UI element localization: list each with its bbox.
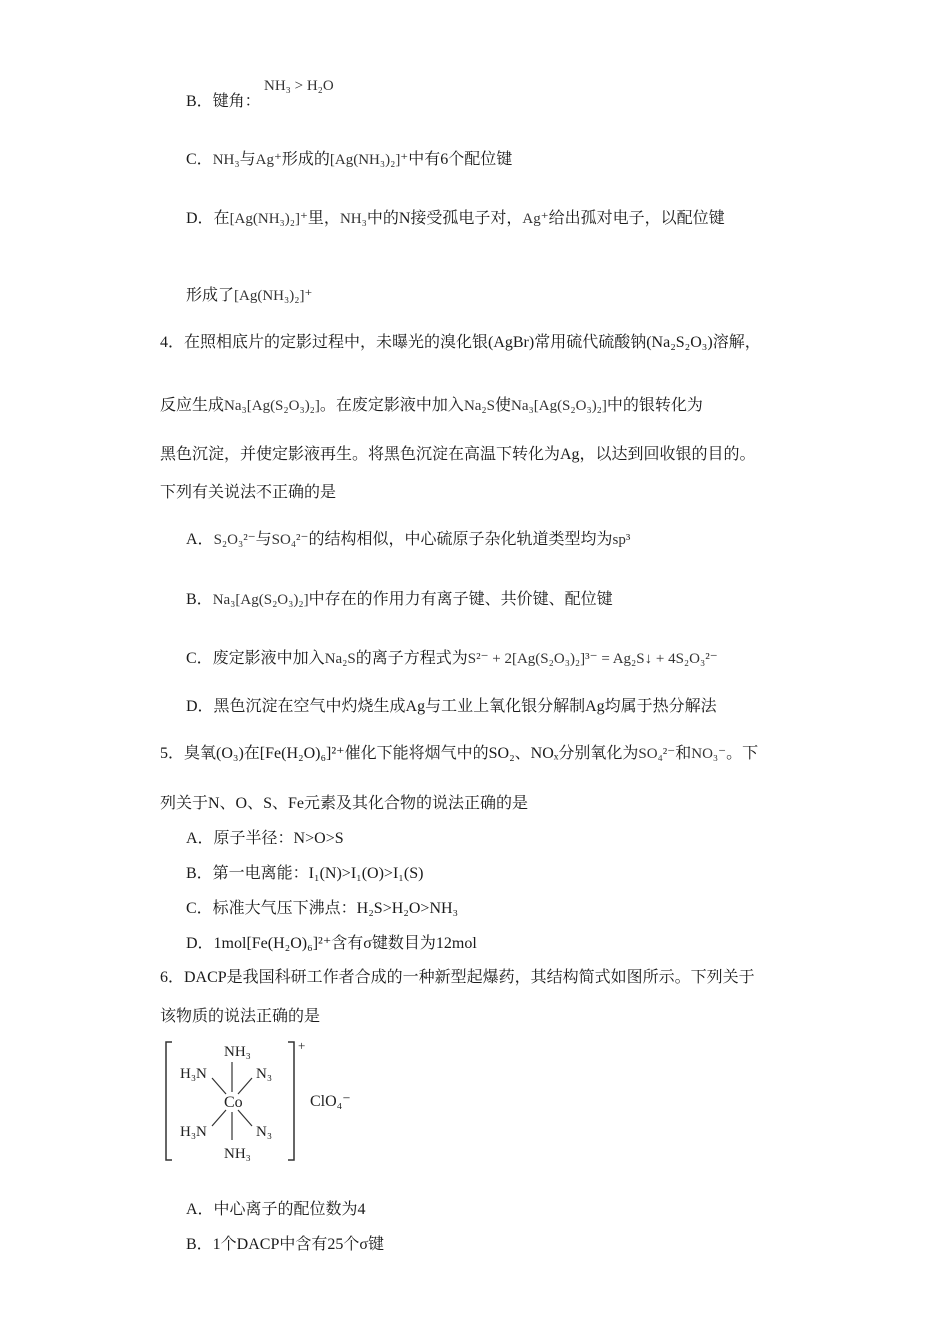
ligand-top: NH₃: [224, 1044, 251, 1060]
q4-option-b: B．Na₃[Ag(S₂O₃)₂]中存在的作用力有离子键、共价键、配位键: [186, 591, 613, 608]
q4-option-a: A．S₂O₃²⁻与SO₄²⁻的结构相似，中心硫原子杂化轨道类型均为sp³: [186, 531, 631, 548]
q5-option-b: B．第一电离能：I₁(N)>I₁(O)>I₁(S): [186, 865, 424, 882]
formula-sodium-silver-thiosulfate: Na₃[Ag(S₂O₃)₂]: [224, 398, 320, 414]
formula-sodium-silver-thiosulfate: Na₃[Ag(S₂O₃)₂]: [212, 592, 309, 608]
q4-option-d: D．黑色沉淀在空气中灼烧生成Ag与工业上氧化银分解制Ag均属于热分解法: [186, 698, 717, 715]
q3-b-formula: NH₃ > H₂O: [264, 78, 334, 94]
q6-stem-line1: 6．DACP是我国科研工作者合成的一种新型起爆药，其结构简式如图所示。下列关于: [160, 969, 755, 986]
q6-option-b: B．1个DACP中含有25个σ键: [186, 1236, 384, 1253]
formula-nitrate-ion: NO₃⁻: [691, 746, 727, 762]
q4-stem-line2: 反应生成Na₃[Ag(S₂O₃)₂]。在废定影液中加入Na₂S使Na₃[Ag(S₂O₃)₂]中的银转化为: [160, 397, 703, 414]
complex-charge: +: [298, 1038, 306, 1053]
q5-stem-line2: 列关于N、O、S、Fe元素及其化合物的说法正确的是: [160, 795, 529, 812]
formula-na2s: Na₂S: [463, 398, 495, 414]
formula-na2s: Na₂S: [324, 651, 356, 667]
central-atom: Co: [224, 1094, 243, 1111]
formula-ag-ion: Ag⁺: [522, 211, 549, 227]
q3-option-c: C．NH₃与Ag⁺形成的[Ag(NH₃)₂]⁺中有6个配位键: [186, 151, 513, 168]
q5-option-c: C．标准大气压下沸点：H₂S>H₂O>NH₃: [186, 900, 459, 917]
ligand-left-top: H₃N: [180, 1066, 207, 1082]
formula-silver-ammonia-complex: [Ag(NH₃)₂]⁺: [329, 152, 409, 168]
q3-option-d: D．在[Ag(NH₃)₂]⁺里，NH₃中的N接受孤电子对，Ag⁺给出孤对电子，以配位键: [186, 210, 725, 227]
q4-stem-line4: 下列有关说法不正确的是: [160, 484, 337, 501]
q3-option-b: B．键角：: [186, 93, 261, 110]
q4-option-c: C．废定影液中加入Na₂S的离子方程式为S²⁻ + 2[Ag(S₂O₃)₂]³⁻ = Ag₂S↓ + 4S₂O₃²⁻: [186, 650, 718, 667]
left-bracket: [166, 1042, 172, 1160]
q5-stem-line1: 5．臭氧(O₃)在[Fe(H₂O)₆]²⁺催化下能将烟气中的SO₂、NOₓ分别氧化为SO₄²⁻和NO₃⁻。下: [160, 745, 759, 762]
formula-silver-ammonia-complex: [Ag(NH₃)₂]⁺: [229, 211, 308, 227]
formula-sulfate-ion: SO₄²⁻: [271, 532, 309, 548]
ionic-equation: S²⁻ + 2[Ag(S₂O₃)₂]³⁻ = Ag₂S↓ + 4S₂O₃²⁻: [467, 651, 718, 667]
counter-anion: ClO₄⁻: [310, 1093, 351, 1110]
q4-stem-line3: 黑色沉淀，并使定影液再生。将黑色沉淀在高温下转化为Ag，以达到回收银的目的。: [160, 446, 756, 463]
formula-ag-ion: Ag⁺: [255, 152, 282, 168]
q6-option-a: A．中心离子的配位数为4: [186, 1201, 366, 1218]
dacp-structure-diagram: [160, 1036, 360, 1166]
q3-option-d-cont: 形成了[Ag(NH₃)₂]⁺: [186, 287, 313, 304]
formula-sodium-silver-thiosulfate: Na₃[Ag(S₂O₃)₂]: [511, 398, 607, 414]
formula-thiosulfate-ion: S₂O₃²⁻: [213, 532, 256, 548]
q5-option-d: D．1mol[Fe(H₂O)₆]²⁺含有σ键数目为12mol: [186, 935, 477, 952]
q5-option-a: A．原子半径：N>O>S: [186, 830, 344, 847]
formula-sp3: sp³: [612, 532, 631, 548]
formula-silver-ammonia-complex: [Ag(NH₃)₂]⁺: [234, 288, 313, 304]
formula-nh3: NH₃: [212, 152, 240, 168]
formula-nh3: NH₃: [339, 211, 367, 227]
right-bracket: [288, 1042, 294, 1160]
q4-stem-line1: 4．在照相底片的定影过程中，未曝光的溴化银(AgBr)常用硫代硫酸钠(Na₂S₂O₃)溶解，: [160, 334, 761, 351]
ligand-bottom: NH₃: [224, 1146, 251, 1162]
ligand-right-top: N₃: [256, 1066, 273, 1082]
ligand-right-bottom: N₃: [256, 1124, 273, 1140]
q6-stem-line2: 该物质的说法正确的是: [160, 1008, 321, 1025]
formula-sulfate-ion: SO₄²⁻: [638, 746, 676, 762]
ligand-left-bottom: H₃N: [180, 1124, 207, 1140]
